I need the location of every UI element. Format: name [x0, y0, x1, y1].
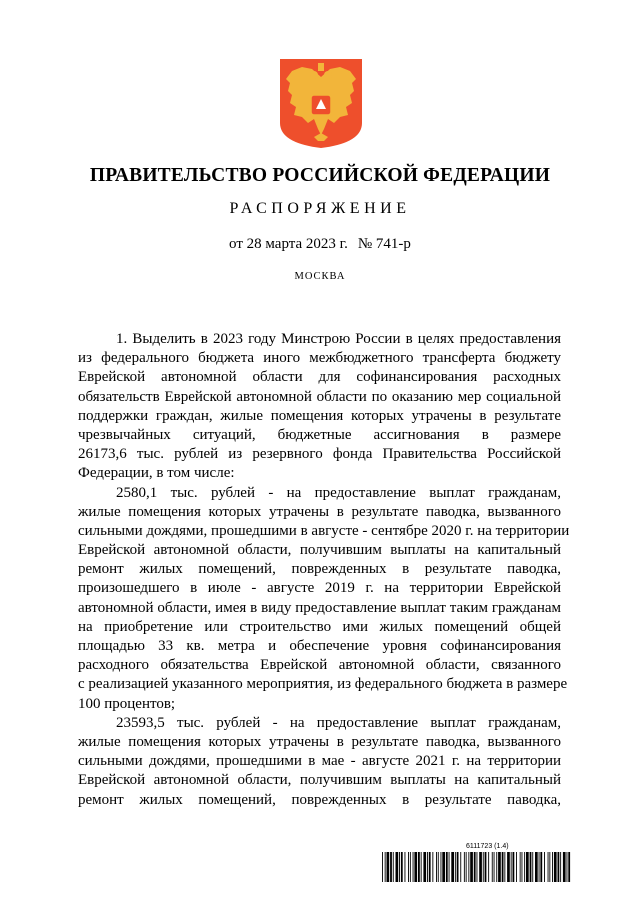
body-line: жилые помещения которых утрачены в результате паводка, вызванного — [78, 733, 561, 750]
body-line: автономной области, имея в виду предоставление выплат таким гражданам — [78, 599, 561, 616]
document-number: № 741-р — [357, 236, 411, 252]
body-line: расходного обязательства Еврейской автономной области, связанного — [78, 657, 561, 674]
document-body — [78, 330, 570, 810]
body-line: 23593,5 тыс. рублей - на предоставление выплат гражданам, — [116, 714, 561, 731]
body-line: ремонт жилых помещений, поврежденных в результате паводка, — [78, 791, 561, 808]
body-line: Еврейской автономной области, получившим выплаты на капитальный — [78, 542, 561, 559]
body-line: из федерального бюджета иного межбюджетного трансферта бюджету — [78, 350, 561, 367]
body-line: Еврейской автономной области для софинансирования расходных — [78, 369, 561, 386]
body-line: 100 процентов; — [78, 695, 176, 712]
body-line: на приобретение или строительство ими жилых помещений общей — [78, 618, 561, 635]
body-line: ремонт жилых помещений, поврежденных в результате паводка, — [78, 561, 561, 578]
barcode-code: 6111723 (1.4) — [466, 843, 509, 850]
body-line: Федерации, в том числе: — [78, 465, 235, 482]
body-line: сильными дождями, прошедшими в мае - августе 2021 г. на территории — [78, 753, 561, 770]
document-date-line — [0, 236, 640, 253]
barcode — [382, 843, 572, 883]
body-line: 2580,1 тыс. рублей - на предоставление выплат гражданам, — [116, 484, 561, 501]
document-type: РАСПОРЯЖЕНИЕ — [229, 200, 411, 217]
document-date: от 28 марта 2023 г. — [229, 236, 348, 252]
barcode-bars — [382, 852, 572, 882]
body-line: поддержки граждан, жилые помещения которых утрачены в результате — [78, 407, 561, 424]
government-title: ПРАВИТЕЛЬСТВО РОССИЙСКОЙ ФЕДЕРАЦИИ — [89, 165, 551, 186]
coat-of-arms-emblem — [278, 57, 364, 149]
body-line: 1. Выделить в 2023 году Минстрою России в целях предоставления — [116, 331, 561, 347]
body-line: жилые помещения которых утрачены в результате паводка, вызванного — [78, 503, 561, 520]
body-line: сильными дождями, прошедшими в августе - сентябре 2020 г. на территории — [78, 522, 570, 539]
body-line: обязательств Еврейской автономной области по оказанию мер социальной — [78, 388, 561, 405]
body-line: с реализацией указанного мероприятия, из федерального бюджета в размере — [78, 676, 568, 693]
body-line: произошедшего в июле - августе 2019 г. на территории Еврейской — [78, 580, 561, 597]
body-line: чрезвычайных ситуаций, бюджетные ассигнования в размере — [78, 426, 561, 443]
body-line: площадью 33 кв. метра и обеспечение уровня софинансирования — [78, 638, 561, 654]
document-city: МОСКВА — [294, 271, 346, 282]
body-line: Еврейской автономной области, получившим выплаты на капитальный — [78, 772, 561, 789]
body-line: 26173,6 тыс. рублей из резервного фонда Правительства Российской — [78, 446, 561, 463]
